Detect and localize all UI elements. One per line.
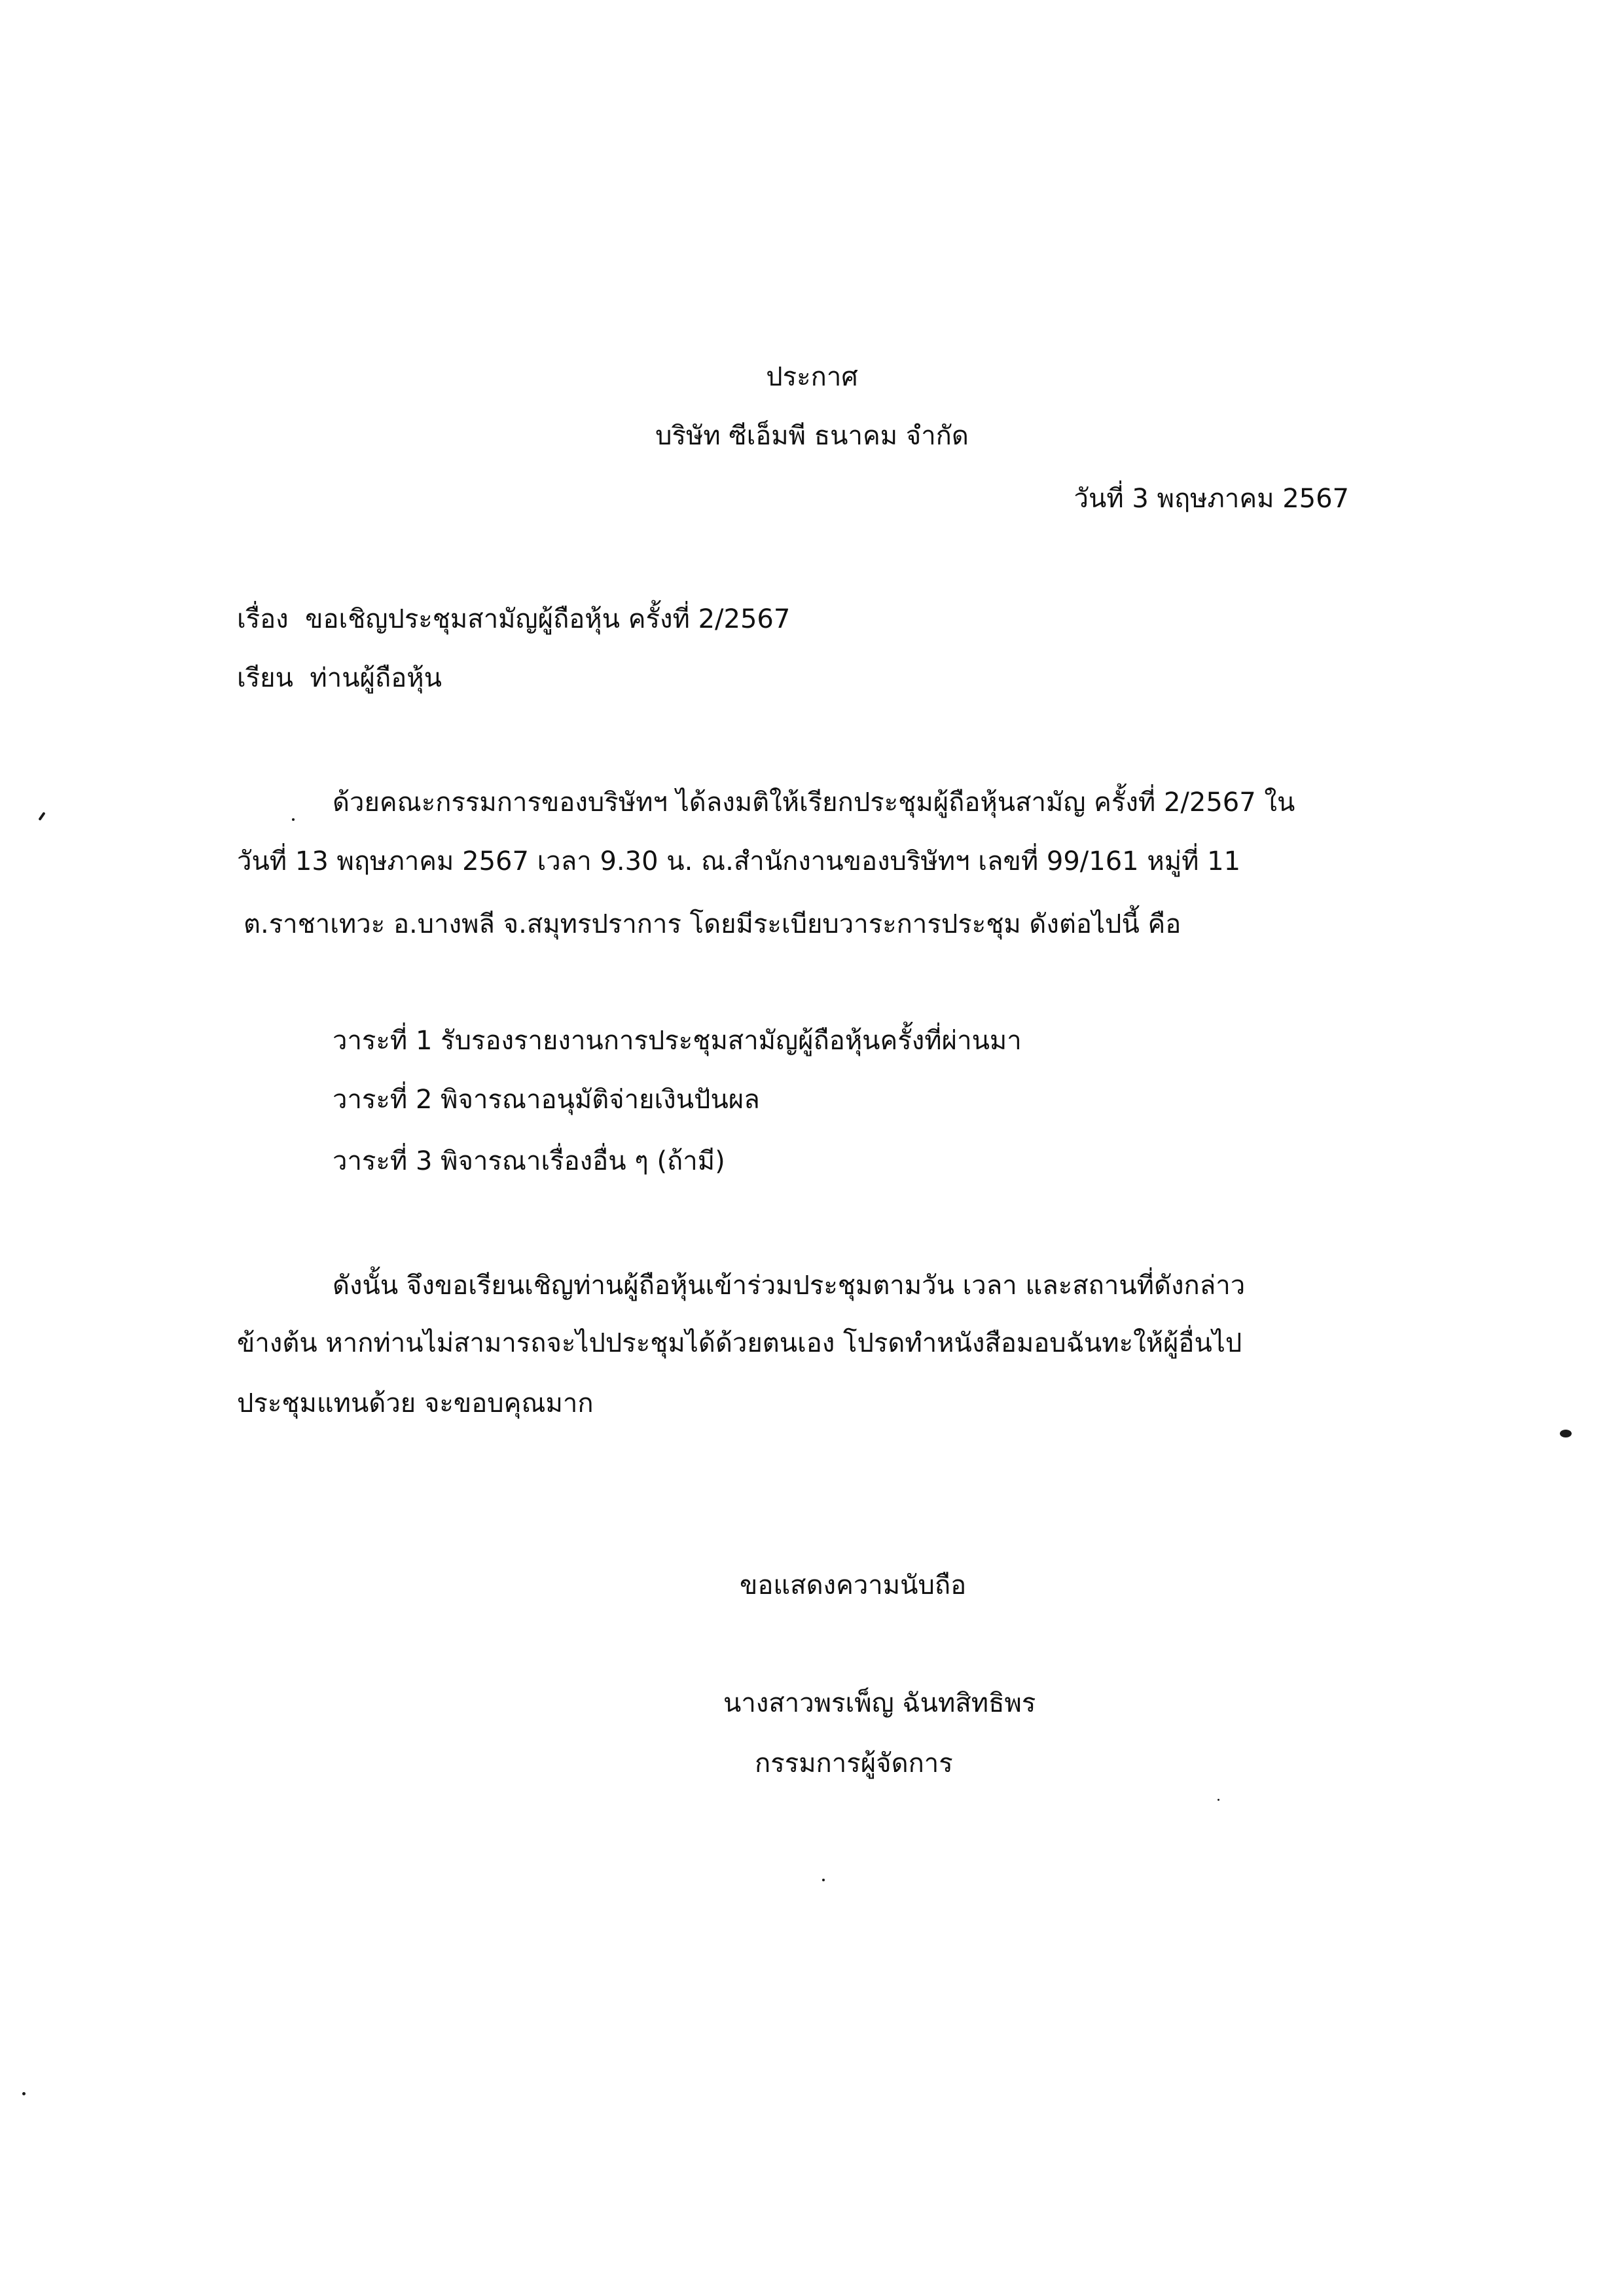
recipient-line — [237, 660, 442, 696]
agenda-item-3: วาระที่ 3 พิจารณาเรื่องอื่น ๆ (ถ้ามี) — [333, 1146, 725, 1176]
signatory-position: กรรมการผู้จัดการ — [755, 1748, 953, 1779]
scan-speck — [38, 812, 45, 821]
scan-speck — [1560, 1430, 1572, 1437]
valediction: ขอแสดงความนับถือ — [740, 1570, 967, 1600]
scan-speck — [1218, 1799, 1219, 1801]
closing-line-2: ข้างต้น หากท่านไม่สามารถจะไปประชุมได้ด้วยตนเอง โปรดทำหนังสือมอบฉันทะให้ผู้อื่นไป — [237, 1328, 1242, 1358]
company-name: บริษัท ซีเอ็มพี ธนาคม จำกัด — [655, 421, 969, 451]
subject-line — [237, 601, 790, 638]
intro-line-1: ด้วยคณะกรรมการของบริษัทฯ ได้ลงมติให้เรียกประชุมผู้ถือหุ้นสามัญ ครั้งที่ 2/2567 ใน — [333, 787, 1295, 818]
scan-speck — [292, 818, 295, 821]
scan-speck — [822, 1879, 825, 1881]
closing-line-1: ดังนั้น จึงขอเรียนเชิญท่านผู้ถือหุ้นเข้าร่วมประชุมตามวัน เวลา และสถานที่ดังกล่าว — [333, 1271, 1246, 1301]
agenda-item-1: วาระที่ 1 รับรองรายงานการประชุมสามัญผู้ถือหุ้นครั้งที่ผ่านมา — [333, 1026, 1022, 1056]
subject-label: เรื่อง — [237, 604, 289, 634]
subject-text: ขอเชิญประชุมสามัญผู้ถือหุ้น ครั้งที่ 2/2567 — [305, 604, 791, 634]
intro-line-3: ต.ราชาเทวะ อ.บางพลี จ.สมุทรปราการ โดยมีระเบียบวาระการประชุม ดังต่อไปนี้ คือ — [244, 909, 1182, 939]
closing-line-3: ประชุมแทนด้วย จะขอบคุณมาก — [237, 1388, 594, 1419]
announcement-title: ประกาศ — [766, 362, 858, 392]
signatory-name: นางสาวพรเพ็ญ ฉันทสิทธิพร — [723, 1688, 1036, 1718]
recipient-label: เรียน — [237, 663, 293, 693]
recipient-text: ท่านผู้ถือหุ้น — [310, 663, 442, 693]
agenda-item-2: วาระที่ 2 พิจารณาอนุมัติจ่ายเงินปันผล — [333, 1085, 760, 1115]
letter-date: วันที่ 3 พฤษภาคม 2567 — [1074, 484, 1349, 514]
scan-speck — [22, 2092, 26, 2095]
intro-line-2: วันที่ 13 พฤษภาคม 2567 เวลา 9.30 น. ณ.สำนักงานของบริษัทฯ เลขที่ 99/161 หมู่ที่ 11 — [237, 846, 1241, 876]
